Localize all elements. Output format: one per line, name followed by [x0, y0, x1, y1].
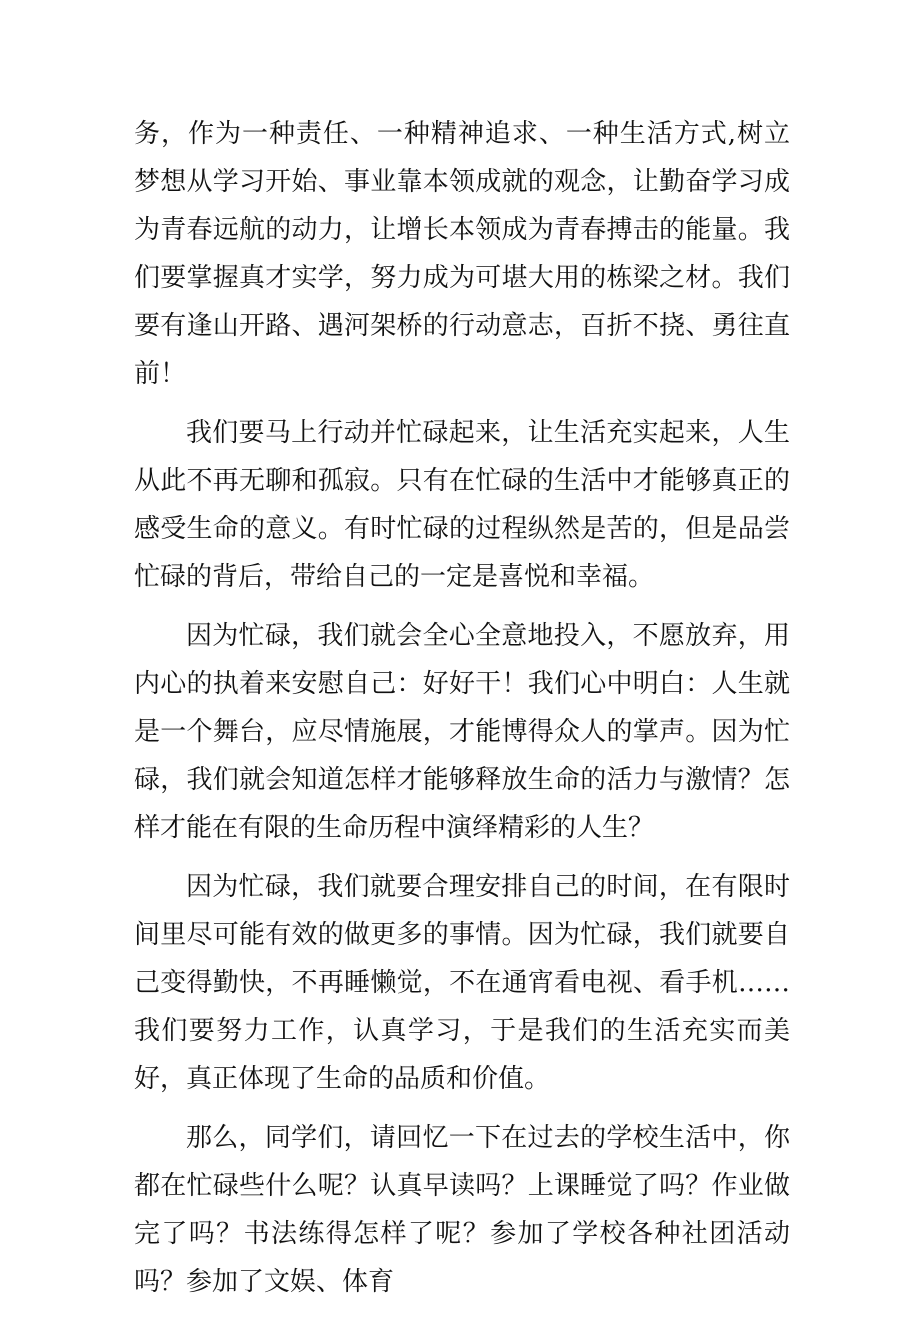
paragraph-time-management: 因为忙碌，我们就要合理安排自己的时间，在有限时间里尽可能有效的做更多的事情。因为忙碌，我们就要自己变得勤快，不再睡懒觉，不在通宵看电视、看手机……我们要努力工作，认真学习，于是我们的生活充实而美好，真正体现了生命的品质和价值。	[134, 872, 790, 1094]
paragraph-reflection: 那么，同学们，请回忆一下在过去的学校生活中，你都在忙碌些什么呢？认真早读吗？上课睡觉了吗？作业做完了吗？书法练得怎样了呢？参加了学校各种社团活动吗？参加了文娱、体育	[134, 1123, 790, 1297]
paragraph-devotion: 因为忙碌，我们就会全心全意地投入，不愿放弃，用内心的执着来安慰自己：好好干！我们心中明白：人生就是一个舞台，应尽情施展，才能博得众人的掌声。因为忙碌，我们就会知道怎样才能够释放生命的活力与激情？怎样才能在有限的生命历程中演绎精彩的人生？	[134, 621, 790, 843]
paragraph-act-now: 我们要马上行动并忙碌起来，让生活充实起来，人生从此不再无聊和孤寂。只有在忙碌的生活中才能够真正的感受生命的意义。有时忙碌的过程纵然是苦的，但是品尝忙碌的背后，带给自己的一定是喜悦和幸福。	[134, 418, 790, 592]
body-text	[134, 110, 790, 1317]
paragraph-continuation: 务，作为一种责任、一种精神追求、一种生活方式,树立梦想从学习开始、事业靠本领成就的观念，让勤奋学习成为青春远航的动力，让增长本领成为青春搏击的能量。我们要掌握真才实学，努力成为可堪大用的栋梁之材。我们要有逢山开路、遇河架桥的行动意志，百折不挠、勇往直前！	[134, 119, 790, 389]
